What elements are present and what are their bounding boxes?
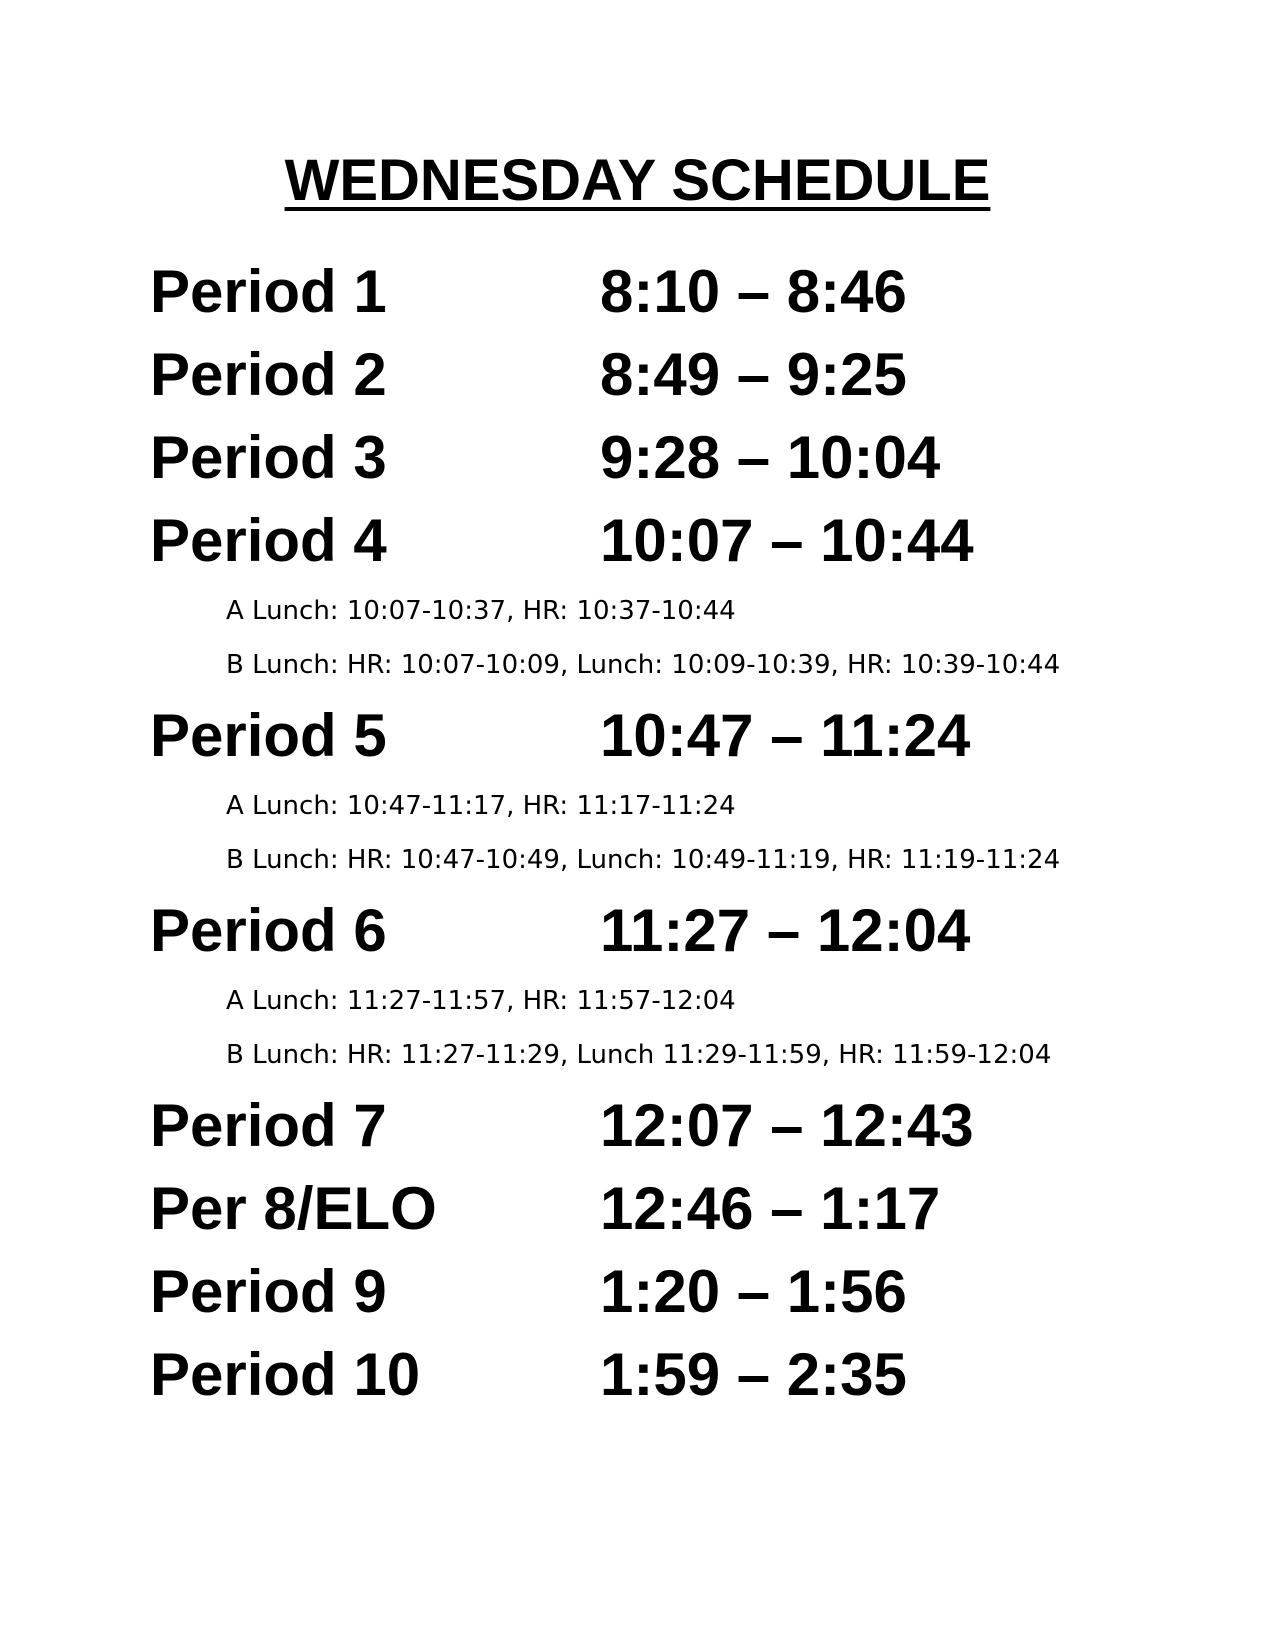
period-row-8 bbox=[150, 1167, 1230, 1250]
b-lunch-line: B Lunch: HR: 10:07-10:09, Lunch: 10:09-10:39, HR: 10:39-10:44 bbox=[226, 650, 1061, 680]
page-title: WEDNESDAY SCHEDULE bbox=[284, 148, 991, 213]
period-time: 8:49 – 9:25 bbox=[600, 341, 907, 408]
a-lunch-line: A Lunch: 10:47-11:17, HR: 11:17-11:24 bbox=[226, 791, 736, 821]
period-row-9 bbox=[150, 1250, 1230, 1333]
period-row-4 bbox=[150, 499, 1230, 582]
period-name: Period 6 bbox=[150, 897, 387, 964]
period-time: 8:10 – 8:46 bbox=[600, 258, 907, 325]
lunch-group-period-4 bbox=[150, 582, 1230, 694]
period-name: Period 7 bbox=[150, 1092, 387, 1159]
period-time: 1:59 – 2:35 bbox=[600, 1341, 907, 1408]
period-name: Period 10 bbox=[150, 1341, 421, 1408]
period-time: 10:07 – 10:44 bbox=[600, 507, 974, 574]
period-row-1 bbox=[150, 250, 1230, 333]
period-name: Period 1 bbox=[150, 258, 387, 325]
period-name: Per 8/ELO bbox=[150, 1175, 437, 1242]
period-row-5 bbox=[150, 694, 1230, 777]
lunch-group-period-6 bbox=[150, 972, 1230, 1084]
period-name: Period 4 bbox=[150, 507, 387, 574]
schedule-list bbox=[150, 250, 1230, 1416]
period-row-3 bbox=[150, 416, 1230, 499]
period-row-10 bbox=[150, 1333, 1230, 1416]
period-time: 11:27 – 12:04 bbox=[600, 897, 971, 964]
period-row-6 bbox=[150, 889, 1230, 972]
period-row-2 bbox=[150, 333, 1230, 416]
period-row-7 bbox=[150, 1084, 1230, 1167]
period-name: Period 9 bbox=[150, 1258, 387, 1325]
lunch-group-period-5 bbox=[150, 777, 1230, 889]
period-time: 12:46 – 1:17 bbox=[600, 1175, 941, 1242]
period-name: Period 2 bbox=[150, 341, 387, 408]
a-lunch-line: A Lunch: 10:07-10:37, HR: 10:37-10:44 bbox=[226, 596, 736, 626]
b-lunch-line: B Lunch: HR: 10:47-10:49, Lunch: 10:49-11:19, HR: 11:19-11:24 bbox=[226, 845, 1061, 875]
period-name: Period 3 bbox=[150, 424, 387, 491]
period-time: 9:28 – 10:04 bbox=[600, 424, 941, 491]
period-time: 1:20 – 1:56 bbox=[600, 1258, 907, 1325]
b-lunch-line: B Lunch: HR: 11:27-11:29, Lunch 11:29-11:59, HR: 11:59-12:04 bbox=[226, 1040, 1052, 1070]
period-name: Period 5 bbox=[150, 702, 387, 769]
period-time: 10:47 – 11:24 bbox=[600, 702, 971, 769]
a-lunch-line: A Lunch: 11:27-11:57, HR: 11:57-12:04 bbox=[226, 986, 736, 1016]
period-time: 12:07 – 12:43 bbox=[600, 1092, 974, 1159]
